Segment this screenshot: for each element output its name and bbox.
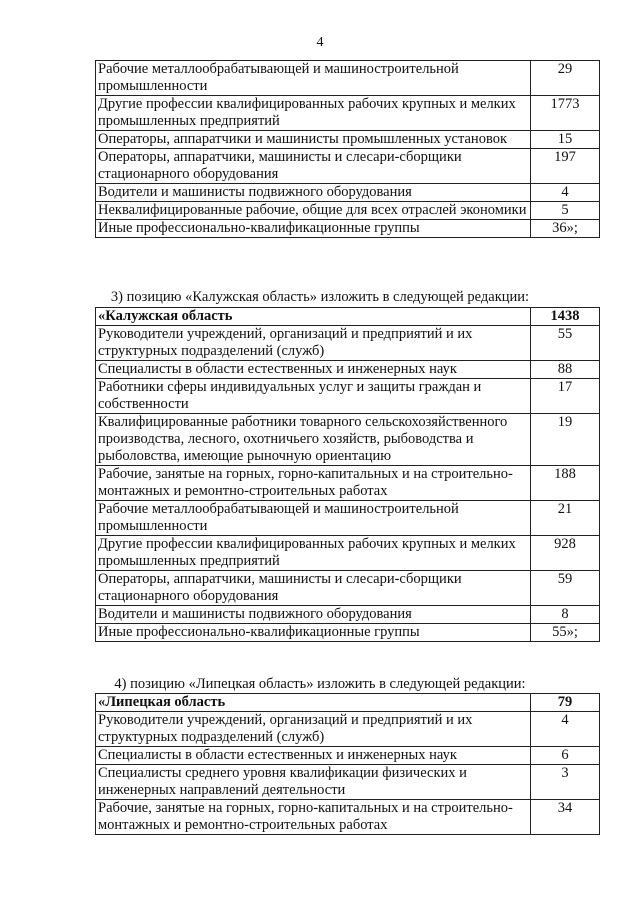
table-row	[96, 606, 600, 624]
row-label: Неквалифицированные рабочие, общие для всех отраслей экономики	[96, 202, 531, 220]
table-row	[96, 571, 600, 606]
table-row	[96, 131, 600, 149]
row-value: 88	[531, 361, 600, 379]
table-row	[96, 414, 600, 466]
table-row	[96, 624, 600, 642]
table-row	[96, 96, 600, 131]
table-row	[96, 326, 600, 361]
table-row	[96, 536, 600, 571]
table-row	[96, 747, 600, 765]
row-label: Рабочие, занятые на горных, горно-капитальных и на строительно-монтажных и ремонтно-строительных работах	[96, 466, 531, 501]
row-value: 1773	[531, 96, 600, 131]
table-header-row	[96, 308, 600, 326]
section-caption: 4) позицию «Липецкая область» изложить в следующей редакции:	[114, 676, 526, 692]
row-label: Водители и машинисты подвижного оборудования	[96, 606, 531, 624]
row-value: 3	[531, 765, 600, 800]
row-value: 17	[531, 379, 600, 414]
table-row	[96, 466, 600, 501]
row-value: 4	[531, 712, 600, 747]
region-total: 1438	[531, 308, 600, 326]
row-label: Специалисты в области естественных и инженерных наук	[96, 747, 531, 765]
table-row	[96, 501, 600, 536]
row-label: Водители и машинисты подвижного оборудования	[96, 184, 531, 202]
row-label: Операторы, аппаратчики, машинисты и слесари-сборщики стационарного оборудования	[96, 571, 531, 606]
row-label: Рабочие металлообрабатывающей и машиностроительной промышленности	[96, 501, 531, 536]
row-label: Работники сферы индивидуальных услуг и защиты граждан и собственности	[96, 379, 531, 414]
row-value: 197	[531, 149, 600, 184]
page-number: 4	[316, 35, 324, 50]
row-value: 55	[531, 326, 600, 361]
row-label: Другие профессии квалифицированных рабочих крупных и мелких промышленных предприятий	[96, 96, 531, 131]
row-value: 29	[531, 61, 600, 96]
row-label: Операторы, аппаратчики, машинисты и слесари-сборщики стационарного оборудования	[96, 149, 531, 184]
table-kaluga	[95, 307, 600, 642]
row-label: Квалифицированные работники товарного сельскохозяйственного производства, лесного, охотничьего хозяйств, рыбоводства и рыболовства, имеющие рыночную ориентацию	[96, 414, 531, 466]
row-value: 59	[531, 571, 600, 606]
row-value: 4	[531, 184, 600, 202]
table-row	[96, 800, 600, 835]
row-value: 5	[531, 202, 600, 220]
table-continued	[95, 60, 600, 238]
table-row	[96, 712, 600, 747]
table-lipetsk	[95, 693, 600, 835]
row-value: 34	[531, 800, 600, 835]
row-value: 8	[531, 606, 600, 624]
row-label: Рабочие, занятые на горных, горно-капитальных и на строительно-монтажных и ремонтно-строительных работах	[96, 800, 531, 835]
table-header-row	[96, 694, 600, 712]
table-row	[96, 202, 600, 220]
row-label: Специалисты в области естественных и инженерных наук	[96, 361, 531, 379]
section-caption: 3) позицию «Калужская область» изложить в следующей редакции:	[110, 289, 530, 305]
table-row	[96, 220, 600, 238]
row-label: Специалисты среднего уровня квалификации физических и инженерных направлений деятельности	[96, 765, 531, 800]
table-row	[96, 184, 600, 202]
row-value: 55»;	[531, 624, 600, 642]
row-label: Руководители учреждений, организаций и предприятий и их структурных подразделений (служб)	[96, 326, 531, 361]
row-value: 928	[531, 536, 600, 571]
region-title: «Липецкая область	[96, 694, 531, 712]
table-row	[96, 379, 600, 414]
table-row	[96, 361, 600, 379]
row-value: 21	[531, 501, 600, 536]
row-value: 15	[531, 131, 600, 149]
region-total: 79	[531, 694, 600, 712]
table-row	[96, 149, 600, 184]
row-label: Иные профессионально-квалификационные группы	[96, 624, 531, 642]
row-label: Операторы, аппаратчики и машинисты промышленных установок	[96, 131, 531, 149]
row-label: Другие профессии квалифицированных рабочих крупных и мелких промышленных предприятий	[96, 536, 531, 571]
row-value: 19	[531, 414, 600, 466]
row-label: Иные профессионально-квалификационные группы	[96, 220, 531, 238]
row-label: Руководители учреждений, организаций и предприятий и их структурных подразделений (служб)	[96, 712, 531, 747]
table-row	[96, 765, 600, 800]
region-title: «Калужская область	[96, 308, 531, 326]
row-label: Рабочие металлообрабатывающей и машиностроительной промышленности	[96, 61, 531, 96]
table-row	[96, 61, 600, 96]
row-value: 36»;	[531, 220, 600, 238]
row-value: 6	[531, 747, 600, 765]
row-value: 188	[531, 466, 600, 501]
